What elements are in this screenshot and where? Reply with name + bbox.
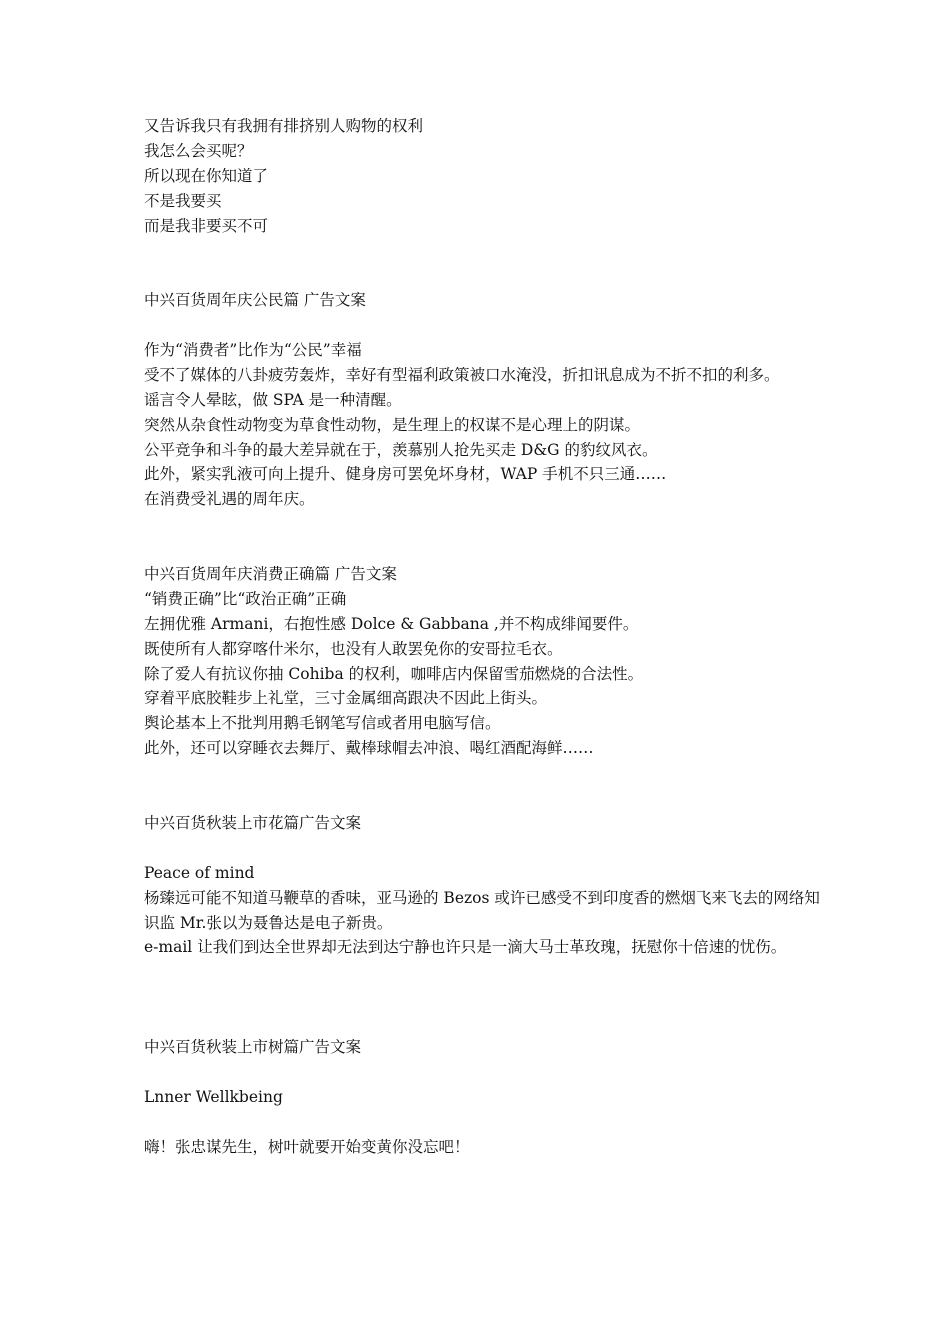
text-line: 在消费受礼遇的周年庆。	[144, 490, 315, 509]
headline: 作为“消费者”比作为“公民”幸福	[144, 341, 362, 360]
headline: “销费正确”比“政治正确”正确	[144, 589, 347, 608]
section-autumn-flower	[144, 811, 824, 960]
text-line: 谣言令人晕眩，做 SPA 是一种清醒。	[144, 390, 402, 409]
text-line: 公平竞争和斗争的最大差异就在于，羡慕别人抢先买走 D&G 的豹纹风衣。	[144, 440, 658, 459]
text-line: 又告诉我只有我拥有排挤别人购物的权利	[144, 117, 424, 135]
text-line: 此外，还可以穿睡衣去舞厅、戴棒球帽去冲浪、喝红酒配海鲜……	[144, 739, 594, 758]
text-line: 我怎么会买呢？	[144, 141, 253, 160]
spacer	[144, 836, 824, 861]
text-line: 不是我要买	[144, 191, 222, 210]
section-anniversary-citizen	[144, 288, 824, 512]
section-title: 中兴百货周年庆公民篇 广告文案	[144, 291, 366, 310]
text-line: 而是我非要买不可	[144, 216, 269, 235]
spacer	[144, 263, 824, 288]
paragraph: e-mail 让我们到达全世界却无法到达宁静也许只是一滴大马士革玫瑰，抚慰你十倍速的忧伤。	[144, 938, 787, 957]
text-line: 所以现在你知道了	[144, 166, 269, 185]
text-line: 嗨！张忠谋先生，树叶就要开始变黄你没忘吧！	[144, 1137, 470, 1156]
text-line: 穿着平底胶鞋步上礼堂，三寸金属细高跟决不因此上街头。	[144, 689, 548, 708]
headline: Peace of mind	[144, 863, 255, 882]
section-poem-ending	[144, 114, 824, 238]
text-line: 突然从杂食性动物变为草食性动物，是生理上的权谋不是心理上的阴谋。	[144, 415, 641, 434]
spacer	[144, 1010, 824, 1035]
text-line: 除了爱人有抗议你抽 Cohiba 的权利，咖啡店内保留雪茄燃烧的合法性。	[144, 664, 644, 683]
text-line: 受不了媒体的八卦疲劳轰炸，幸好有型福利政策被口水淹没，折扣讯息成为不折不扣的利多。	[144, 365, 780, 384]
text-line: 左拥优雅 Armani，右抱性感 Dolce & Gabbana ,并不构成绯闻要件。	[144, 614, 639, 633]
spacer	[144, 985, 824, 1010]
spacer	[144, 1110, 824, 1135]
headline: Lnner Wellkbeing	[144, 1087, 283, 1106]
document-page	[144, 114, 824, 1159]
spacer	[144, 512, 824, 537]
section-autumn-tree	[144, 1035, 824, 1159]
spacer	[144, 238, 824, 263]
spacer	[144, 786, 824, 811]
text-line: 既使所有人都穿喀什米尔，也没有人敢罢免你的安哥拉毛衣。	[144, 639, 563, 658]
section-anniversary-consumption	[144, 562, 824, 761]
text-line: 舆论基本上不批判用鹅毛钢笔写信或者用电脑写信。	[144, 714, 501, 733]
spacer	[144, 313, 824, 338]
text-line: 此外，紧实乳液可向上提升、健身房可罢免坏身材，WAP 手机不只三通……	[144, 465, 667, 484]
spacer	[144, 537, 824, 562]
spacer	[144, 1060, 824, 1085]
paragraph: 杨臻远可能不知道马鞭草的香味，亚马逊的 Bezos 或许已感受不到印度香的燃烟飞来飞去的网络知识监 Mr.张以为聂鲁达是电子新贵。	[144, 888, 820, 932]
section-title: 中兴百货秋装上市树篇广告文案	[144, 1038, 362, 1056]
spacer	[144, 761, 824, 786]
spacer	[144, 960, 824, 985]
section-title: 中兴百货周年庆消费正确篇 广告文案	[144, 565, 397, 584]
section-title: 中兴百货秋装上市花篇广告文案	[144, 813, 362, 832]
